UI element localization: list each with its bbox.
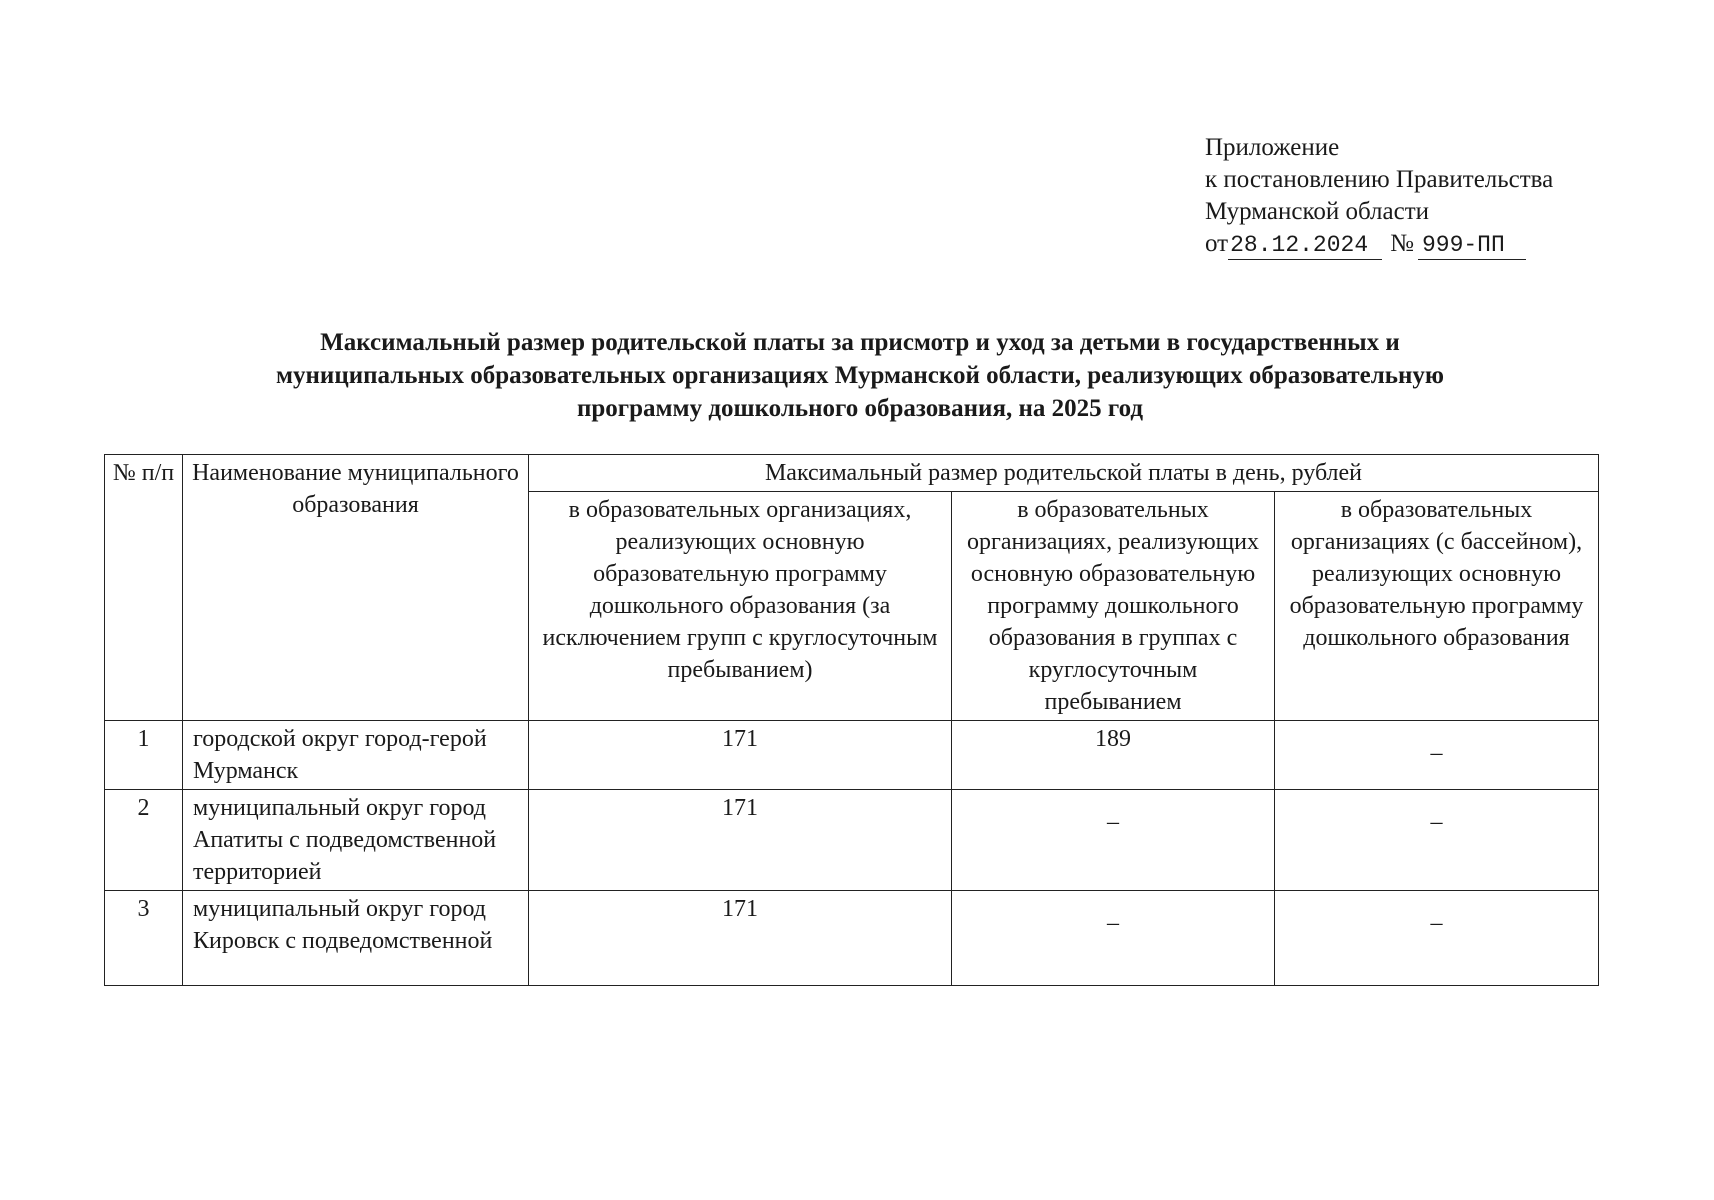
fee-round-the-clock-value: –: [1107, 809, 1119, 835]
fee-regular: 171: [529, 721, 952, 790]
fee-regular: 171: [529, 790, 952, 891]
number-sign: №: [1390, 230, 1414, 257]
title-line-2: муниципальных образовательных организациях Мурманской области, реализующих образовательную: [276, 362, 1444, 389]
table-row: [105, 891, 1599, 986]
row-number: 1: [105, 721, 183, 790]
fees-table: [104, 454, 1599, 986]
fee-pool-value: –: [1430, 740, 1443, 766]
appendix-decree: к постановлению Правительства: [1205, 166, 1554, 193]
title-line-3: программу дошкольного образования, на 2025 год: [576, 395, 1144, 422]
decree-date-line: [1205, 228, 1553, 260]
table-row: [105, 721, 1599, 790]
municipality-name: муниципальный округ город Апатиты с подведомственной территорией: [183, 790, 529, 891]
fee-regular: 171: [529, 891, 952, 986]
header-number: № п/п: [105, 455, 183, 721]
row-number: 2: [105, 790, 183, 891]
appendix-region: Мурманской области: [1205, 198, 1430, 225]
header-pool-organizations: в образовательных организациях (с бассейном), реализующих основную образовательную программу дошкольного образования: [1275, 492, 1599, 721]
header-regular-groups: в образовательных организациях, реализующих основную образовательную программу дошкольного образования (за исключением групп с круглосуточным пребыванием): [529, 492, 952, 721]
header-round-the-clock-groups: в образовательных организациях, реализующих основную образовательную программу дошкольного образования в группах с круглосуточным пребыванием: [952, 492, 1275, 721]
fee-pool: [1275, 891, 1599, 986]
appendix-label: Приложение: [1205, 134, 1340, 161]
fee-round-the-clock: [952, 891, 1275, 986]
municipality-name: городской округ город-герой Мурманск: [183, 721, 529, 790]
header-municipality: Наименование муниципального образования: [183, 455, 529, 721]
date-prefix: от: [1205, 230, 1229, 257]
fees-table-wrapper: [104, 454, 1599, 986]
title-line-1: Максимальный размер родительской платы за присмотр и уход за детьми в государственных и: [320, 329, 1400, 356]
fee-round-the-clock: 189: [952, 721, 1275, 790]
fee-round-the-clock-value: –: [1107, 910, 1119, 936]
header-max-fee-group: Максимальный размер родительской платы в день, рублей: [529, 455, 1599, 492]
decree-number: 999-ПП: [1418, 231, 1526, 260]
decree-date: 28.12.2024: [1228, 231, 1382, 260]
appendix-block: [1205, 132, 1553, 260]
document-title: [150, 326, 1570, 425]
fee-pool-value: –: [1430, 910, 1443, 936]
fee-pool: [1275, 790, 1599, 891]
fee-pool: [1275, 721, 1599, 790]
fee-pool-value: –: [1430, 809, 1443, 835]
row-number: 3: [105, 891, 183, 986]
municipality-name: муниципальный округ город Кировск с подведомственной: [183, 891, 529, 986]
table-row: [105, 790, 1599, 891]
fee-round-the-clock: [952, 790, 1275, 891]
